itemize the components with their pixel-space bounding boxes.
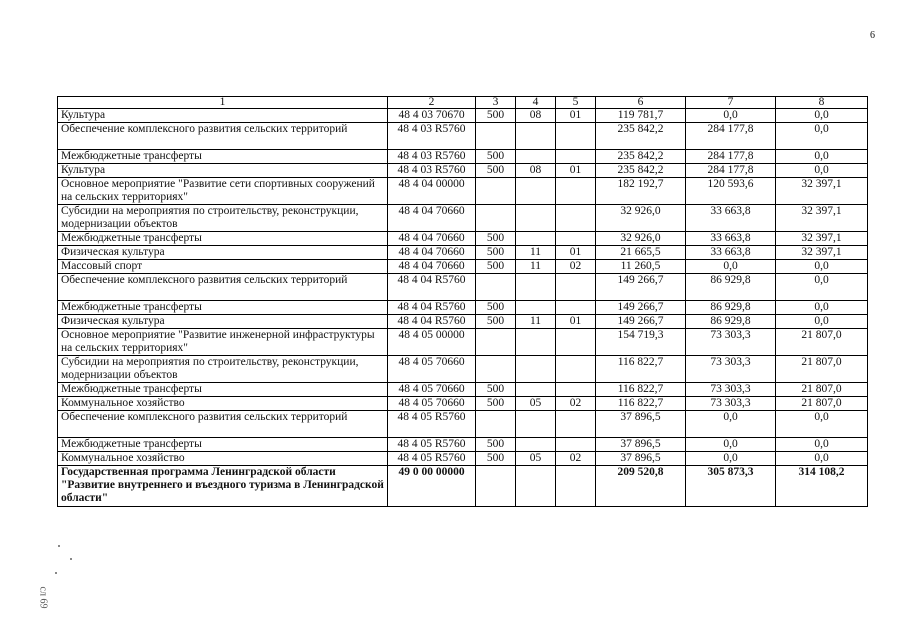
- subsection-code: [556, 150, 596, 164]
- amount-col7: 120 593,6: [686, 178, 776, 205]
- amount-col8: 32 397,1: [776, 246, 868, 260]
- item-name: Обеспечение комплексного развития сельских территорий: [58, 411, 388, 438]
- expense-type: [476, 411, 516, 438]
- table-row: [58, 205, 868, 232]
- table-row: [58, 164, 868, 178]
- amount-col8: 0,0: [776, 438, 868, 452]
- item-name: Межбюджетные трансферты: [58, 301, 388, 315]
- amount-col8: 0,0: [776, 274, 868, 301]
- item-name: Физическая культура: [58, 246, 388, 260]
- margin-mark: сл 69: [37, 586, 49, 609]
- table-row: [58, 178, 868, 205]
- item-name: Обеспечение комплексного развития сельских территорий: [58, 274, 388, 301]
- table-row: [58, 109, 868, 123]
- section-code: [516, 329, 556, 356]
- section-code: [516, 301, 556, 315]
- expense-type: 500: [476, 452, 516, 466]
- section-code: 08: [516, 109, 556, 123]
- budget-code: 48 4 04 70660: [388, 246, 476, 260]
- amount-col8: 0,0: [776, 411, 868, 438]
- header-cell: 8: [776, 97, 868, 109]
- section-code: 11: [516, 315, 556, 329]
- expense-type: 500: [476, 109, 516, 123]
- amount-col6: 154 719,3: [596, 329, 686, 356]
- scan-speck: [58, 545, 60, 547]
- amount-col8: 21 807,0: [776, 329, 868, 356]
- item-name: Культура: [58, 109, 388, 123]
- subsection-code: 02: [556, 452, 596, 466]
- amount-col6: 235 842,2: [596, 123, 686, 150]
- budget-code: 48 4 03 R5760: [388, 164, 476, 178]
- budget-code: 48 4 04 R5760: [388, 274, 476, 301]
- subsection-code: 01: [556, 109, 596, 123]
- amount-col6: 32 926,0: [596, 205, 686, 232]
- expense-type: [476, 329, 516, 356]
- table-row: [58, 232, 868, 246]
- subsection-code: [556, 178, 596, 205]
- table-row: [58, 397, 868, 411]
- subsection-code: [556, 205, 596, 232]
- amount-col6: 21 665,5: [596, 246, 686, 260]
- table-row: [58, 150, 868, 164]
- budget-code: 48 4 03 70670: [388, 109, 476, 123]
- amount-col8: 0,0: [776, 301, 868, 315]
- expense-type: 500: [476, 383, 516, 397]
- amount-col6: 235 842,2: [596, 150, 686, 164]
- section-code: [516, 205, 556, 232]
- section-code: 05: [516, 397, 556, 411]
- subsection-code: 02: [556, 397, 596, 411]
- section-code: [516, 356, 556, 383]
- budget-code: 48 4 03 R5760: [388, 150, 476, 164]
- amount-col7: 0,0: [686, 411, 776, 438]
- item-name: Субсидии на мероприятия по строительству, реконструкции, модернизации объектов: [58, 205, 388, 232]
- expense-type: 500: [476, 397, 516, 411]
- header-cell: 2: [388, 97, 476, 109]
- total-row: [58, 466, 868, 507]
- amount-col6: 116 822,7: [596, 356, 686, 383]
- expense-type: [476, 356, 516, 383]
- header-cell: 5: [556, 97, 596, 109]
- expense-type: 500: [476, 260, 516, 274]
- amount-col8: 0,0: [776, 315, 868, 329]
- expense-type: [476, 205, 516, 232]
- table-row: [58, 438, 868, 452]
- amount-col7: 86 929,8: [686, 301, 776, 315]
- expense-type: 500: [476, 438, 516, 452]
- section-code: [516, 438, 556, 452]
- header-cell: 6: [596, 97, 686, 109]
- item-name: Межбюджетные трансферты: [58, 383, 388, 397]
- amount-col8: 21 807,0: [776, 383, 868, 397]
- amount-col6: 119 781,7: [596, 109, 686, 123]
- item-name: Массовый спорт: [58, 260, 388, 274]
- amount-col7: 73 303,3: [686, 329, 776, 356]
- section-code: [516, 232, 556, 246]
- amount-col7: 33 663,8: [686, 246, 776, 260]
- subsection-code: [556, 274, 596, 301]
- expense-type: 500: [476, 315, 516, 329]
- header-cell: 3: [476, 97, 516, 109]
- amount-col8: 0,0: [776, 150, 868, 164]
- item-name: Межбюджетные трансферты: [58, 232, 388, 246]
- amount-col6: 149 266,7: [596, 274, 686, 301]
- item-name: Межбюджетные трансферты: [58, 438, 388, 452]
- item-name: Коммунальное хозяйство: [58, 452, 388, 466]
- subsection-code: [556, 232, 596, 246]
- section-code: 11: [516, 246, 556, 260]
- subsection-code: 01: [556, 246, 596, 260]
- section-code: [516, 178, 556, 205]
- subsection-code: 02: [556, 260, 596, 274]
- budget-code: 48 4 05 70660: [388, 397, 476, 411]
- section-code: [516, 274, 556, 301]
- amount-col7: 284 177,8: [686, 150, 776, 164]
- item-name: Основное мероприятие "Развитие сети спортивных сооружений на сельских территориях": [58, 178, 388, 205]
- budget-code: 48 4 05 R5760: [388, 411, 476, 438]
- amount-col8: 32 397,1: [776, 178, 868, 205]
- amount-col7: 33 663,8: [686, 232, 776, 246]
- amount-col6: 235 842,2: [596, 164, 686, 178]
- expense-type: 500: [476, 150, 516, 164]
- budget-code: 48 4 03 R5760: [388, 123, 476, 150]
- amount-col6: 32 926,0: [596, 232, 686, 246]
- section-code: [516, 466, 556, 507]
- amount-col8: 0,0: [776, 109, 868, 123]
- expense-type: [476, 178, 516, 205]
- amount-col7: 284 177,8: [686, 164, 776, 178]
- item-name: Физическая культура: [58, 315, 388, 329]
- subsection-code: 01: [556, 315, 596, 329]
- budget-code: 49 0 00 00000: [388, 466, 476, 507]
- amount-col6: 116 822,7: [596, 383, 686, 397]
- budget-table: [57, 96, 868, 507]
- item-name: Коммунальное хозяйство: [58, 397, 388, 411]
- scan-speck: [55, 572, 57, 574]
- table-row: [58, 411, 868, 438]
- amount-col6: 11 260,5: [596, 260, 686, 274]
- budget-code: 48 4 05 00000: [388, 329, 476, 356]
- table-row: [58, 301, 868, 315]
- amount-col8: 32 397,1: [776, 205, 868, 232]
- item-name: Субсидии на мероприятия по строительству, реконструкции, модернизации объектов: [58, 356, 388, 383]
- section-code: 11: [516, 260, 556, 274]
- table-row: [58, 329, 868, 356]
- item-name: Межбюджетные трансферты: [58, 150, 388, 164]
- table-row: [58, 260, 868, 274]
- amount-col7: 86 929,8: [686, 315, 776, 329]
- section-code: 05: [516, 452, 556, 466]
- subsection-code: 01: [556, 164, 596, 178]
- amount-col6: 37 896,5: [596, 438, 686, 452]
- section-code: [516, 150, 556, 164]
- amount-col8: 21 807,0: [776, 356, 868, 383]
- amount-col7: 86 929,8: [686, 274, 776, 301]
- table-row: [58, 452, 868, 466]
- item-name: Культура: [58, 164, 388, 178]
- expense-type: [476, 466, 516, 507]
- amount-col7: 305 873,3: [686, 466, 776, 507]
- amount-col7: 0,0: [686, 260, 776, 274]
- budget-code: 48 4 05 R5760: [388, 452, 476, 466]
- budget-code: 48 4 04 70660: [388, 205, 476, 232]
- amount-col7: 73 303,3: [686, 397, 776, 411]
- expense-type: [476, 123, 516, 150]
- subsection-code: [556, 438, 596, 452]
- item-name: Государственная программа Ленинградской области "Развитие внутреннего и въездного туризма в Ленинградской области": [58, 466, 388, 507]
- amount-col7: 0,0: [686, 438, 776, 452]
- subsection-code: [556, 411, 596, 438]
- expense-type: 500: [476, 301, 516, 315]
- amount-col6: 182 192,7: [596, 178, 686, 205]
- section-code: [516, 123, 556, 150]
- header-cell: 4: [516, 97, 556, 109]
- expense-type: 500: [476, 232, 516, 246]
- table-row: [58, 123, 868, 150]
- table-row: [58, 246, 868, 260]
- table-row: [58, 356, 868, 383]
- header-cell: 1: [58, 97, 388, 109]
- amount-col7: 284 177,8: [686, 123, 776, 150]
- subsection-code: [556, 329, 596, 356]
- amount-col6: 37 896,5: [596, 452, 686, 466]
- page-number: 6: [870, 30, 875, 41]
- section-code: [516, 383, 556, 397]
- amount-col8: 314 108,2: [776, 466, 868, 507]
- header-row: [58, 97, 868, 109]
- table-row: [58, 274, 868, 301]
- table-row: [58, 315, 868, 329]
- expense-type: 500: [476, 164, 516, 178]
- amount-col8: 0,0: [776, 260, 868, 274]
- table-row: [58, 383, 868, 397]
- amount-col8: 32 397,1: [776, 232, 868, 246]
- budget-code: 48 4 04 R5760: [388, 301, 476, 315]
- amount-col7: 73 303,3: [686, 383, 776, 397]
- subsection-code: [556, 356, 596, 383]
- subsection-code: [556, 301, 596, 315]
- subsection-code: [556, 466, 596, 507]
- scan-speck: [70, 558, 72, 560]
- section-code: [516, 411, 556, 438]
- budget-code: 48 4 05 R5760: [388, 438, 476, 452]
- header-cell: 7: [686, 97, 776, 109]
- budget-code: 48 4 05 70660: [388, 356, 476, 383]
- amount-col7: 33 663,8: [686, 205, 776, 232]
- budget-code: 48 4 04 R5760: [388, 315, 476, 329]
- amount-col6: 116 822,7: [596, 397, 686, 411]
- amount-col7: 73 303,3: [686, 356, 776, 383]
- subsection-code: [556, 123, 596, 150]
- budget-code: 48 4 04 70660: [388, 232, 476, 246]
- amount-col7: 0,0: [686, 452, 776, 466]
- amount-col8: 0,0: [776, 123, 868, 150]
- amount-col7: 0,0: [686, 109, 776, 123]
- expense-type: [476, 274, 516, 301]
- amount-col6: 149 266,7: [596, 315, 686, 329]
- item-name: Обеспечение комплексного развития сельских территорий: [58, 123, 388, 150]
- amount-col6: 209 520,8: [596, 466, 686, 507]
- budget-code: 48 4 04 00000: [388, 178, 476, 205]
- amount-col6: 149 266,7: [596, 301, 686, 315]
- expense-type: 500: [476, 246, 516, 260]
- subsection-code: [556, 383, 596, 397]
- budget-code: 48 4 05 70660: [388, 383, 476, 397]
- item-name: Основное мероприятие "Развитие инженерной инфраструктуры на сельских территориях": [58, 329, 388, 356]
- amount-col8: 0,0: [776, 452, 868, 466]
- amount-col8: 21 807,0: [776, 397, 868, 411]
- amount-col8: 0,0: [776, 164, 868, 178]
- budget-code: 48 4 04 70660: [388, 260, 476, 274]
- amount-col6: 37 896,5: [596, 411, 686, 438]
- section-code: 08: [516, 164, 556, 178]
